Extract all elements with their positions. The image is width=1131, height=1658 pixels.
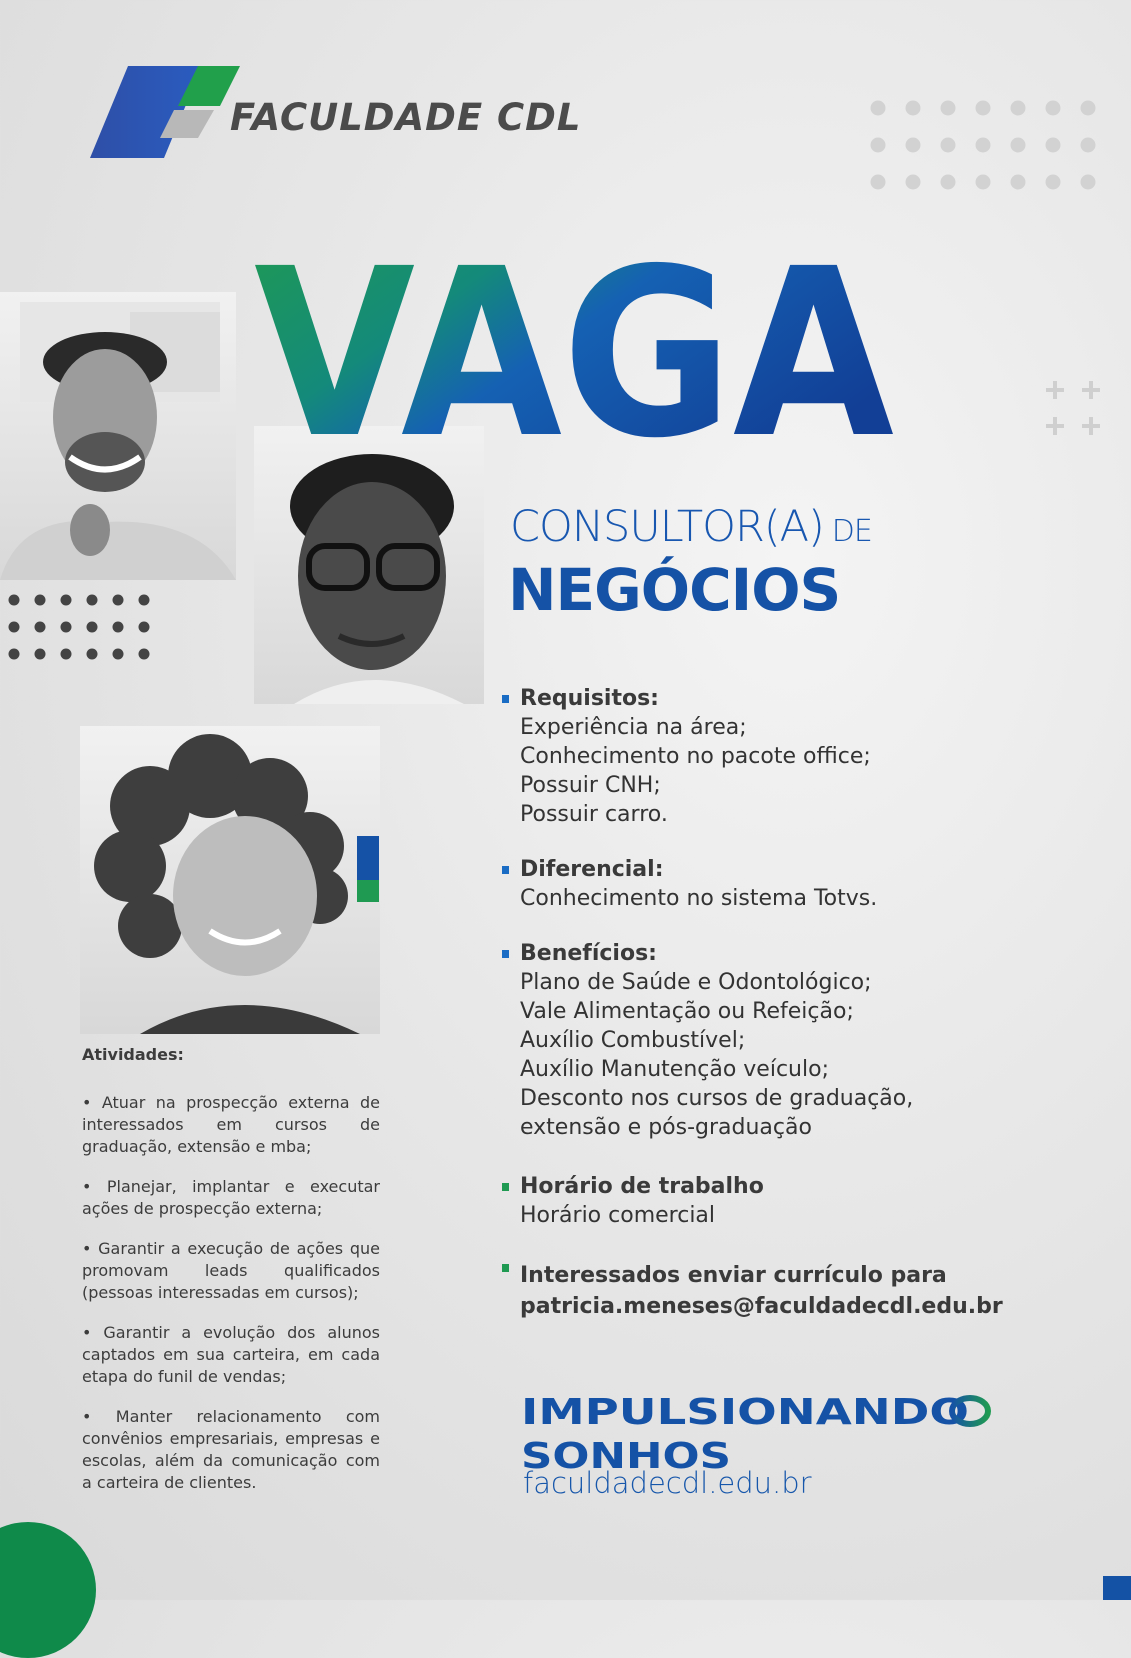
dot xyxy=(87,649,98,660)
section-line: Conhecimento no pacote office; xyxy=(520,744,871,769)
dot xyxy=(1011,101,1026,116)
svg-text:SONHOS: SONHOS xyxy=(521,1436,731,1474)
website-link[interactable]: faculdadecdl.edu.br xyxy=(523,1466,812,1500)
activities-list xyxy=(82,1044,380,1512)
activity-item: • Garantir a execução de ações que promovam leads qualificados (pessoas interessadas em cursos); xyxy=(82,1239,380,1302)
dot xyxy=(113,622,124,633)
dot xyxy=(87,622,98,633)
accent-bar xyxy=(357,836,379,902)
dot xyxy=(113,649,124,660)
contact-email[interactable]: patricia.meneses@faculdadecdl.edu.br xyxy=(520,1294,1003,1319)
dot xyxy=(1081,138,1096,153)
bullet-icon xyxy=(502,866,509,874)
dot xyxy=(139,622,150,633)
activities-title: Atividades: xyxy=(82,1045,184,1064)
section-line: Desconto nos cursos de graduação, xyxy=(520,1086,914,1111)
slogan xyxy=(521,1388,991,1474)
decorative-corner-block xyxy=(1103,1576,1131,1600)
section-line: Auxílio Manutenção veículo; xyxy=(520,1057,829,1082)
decorative-dots-top xyxy=(870,100,1110,200)
dot xyxy=(9,622,20,633)
dot xyxy=(35,622,46,633)
dot xyxy=(1081,175,1096,190)
dot xyxy=(976,175,991,190)
decorative-circle xyxy=(0,1522,96,1658)
section-line: Vale Alimentação ou Refeição; xyxy=(520,999,854,1024)
section-requisitos xyxy=(502,684,1102,829)
dot xyxy=(1046,101,1061,116)
decorative-plus-signs xyxy=(1040,380,1110,440)
dot xyxy=(976,101,991,116)
bullet-icon xyxy=(502,695,509,703)
role-connector: DE xyxy=(831,514,872,549)
section-diferencial xyxy=(502,855,1102,913)
role-title-line1: CONSULTOR(A) DE xyxy=(510,502,872,552)
dot xyxy=(139,595,150,606)
dot xyxy=(1046,138,1061,153)
dot xyxy=(61,595,72,606)
section-line: Possuir carro. xyxy=(520,802,668,827)
activity-item: • Garantir a evolução dos alunos captados em sua carteira, em cada etapa do funil de vendas; xyxy=(82,1323,380,1386)
contact-text: Interessados enviar currículo para xyxy=(520,1263,947,1288)
photo-curly-hair-woman xyxy=(80,726,380,1034)
dot xyxy=(61,649,72,660)
dot xyxy=(1011,138,1026,153)
section-title: Benefícios: xyxy=(520,941,657,966)
role-title-line2: NEGÓCIOS xyxy=(508,556,841,624)
section-title: Requisitos: xyxy=(520,686,659,711)
photo-woman-glasses xyxy=(254,426,484,704)
activity-item: • Manter relacionamento com convênios empresariais, empresas e escolas, além da comunicação com a carteira de clientes. xyxy=(82,1407,380,1492)
dot xyxy=(87,595,98,606)
section-line: Conhecimento no sistema Totvs. xyxy=(520,886,878,911)
activity-item: • Atuar na prospecção externa de interessados em cursos de graduação, extensão e mba; xyxy=(82,1093,380,1156)
decorative-dots-left xyxy=(6,592,156,664)
dot xyxy=(35,649,46,660)
photo-young-man xyxy=(0,292,236,580)
bullet-icon xyxy=(502,1264,509,1272)
activity-item: • Planejar, implantar e executar ações de prospecção externa; xyxy=(82,1177,380,1218)
dot xyxy=(139,649,150,660)
dot xyxy=(941,138,956,153)
dot xyxy=(871,175,886,190)
dot xyxy=(906,138,921,153)
section-line: extensão e pós-graduação xyxy=(520,1115,812,1140)
dot xyxy=(871,101,886,116)
svg-text:VAGA: VAGA xyxy=(254,238,894,448)
dot xyxy=(906,101,921,116)
dot xyxy=(871,138,886,153)
dot xyxy=(9,595,20,606)
dot xyxy=(906,175,921,190)
section-line: Possuir CNH; xyxy=(520,773,661,798)
bullet-icon xyxy=(502,1183,509,1191)
section-line: Plano de Saúde e Odontológico; xyxy=(520,970,872,995)
logo-text: FACULDADE CDL xyxy=(230,96,582,139)
dot xyxy=(941,175,956,190)
dot xyxy=(976,138,991,153)
dot xyxy=(1011,175,1026,190)
section-horario xyxy=(502,1172,1102,1230)
section-title: Horário de trabalho xyxy=(520,1174,764,1199)
section-contact xyxy=(502,1260,1102,1322)
svg-text:IMPULSIONANDO: IMPULSIONANDO xyxy=(521,1392,969,1433)
section-beneficios xyxy=(502,939,1102,1142)
dot xyxy=(9,649,20,660)
bullet-icon xyxy=(502,950,509,958)
section-title: Diferencial: xyxy=(520,857,664,882)
section-line: Experiência na área; xyxy=(520,715,747,740)
section-line: Horário comercial xyxy=(520,1203,716,1228)
dot xyxy=(1046,175,1061,190)
section-line: Auxílio Combustível; xyxy=(520,1028,746,1053)
dot xyxy=(113,595,124,606)
dot xyxy=(1081,101,1096,116)
headline-title xyxy=(254,238,914,448)
dot xyxy=(61,622,72,633)
job-info xyxy=(502,684,1102,1340)
dot xyxy=(35,595,46,606)
dot xyxy=(941,101,956,116)
